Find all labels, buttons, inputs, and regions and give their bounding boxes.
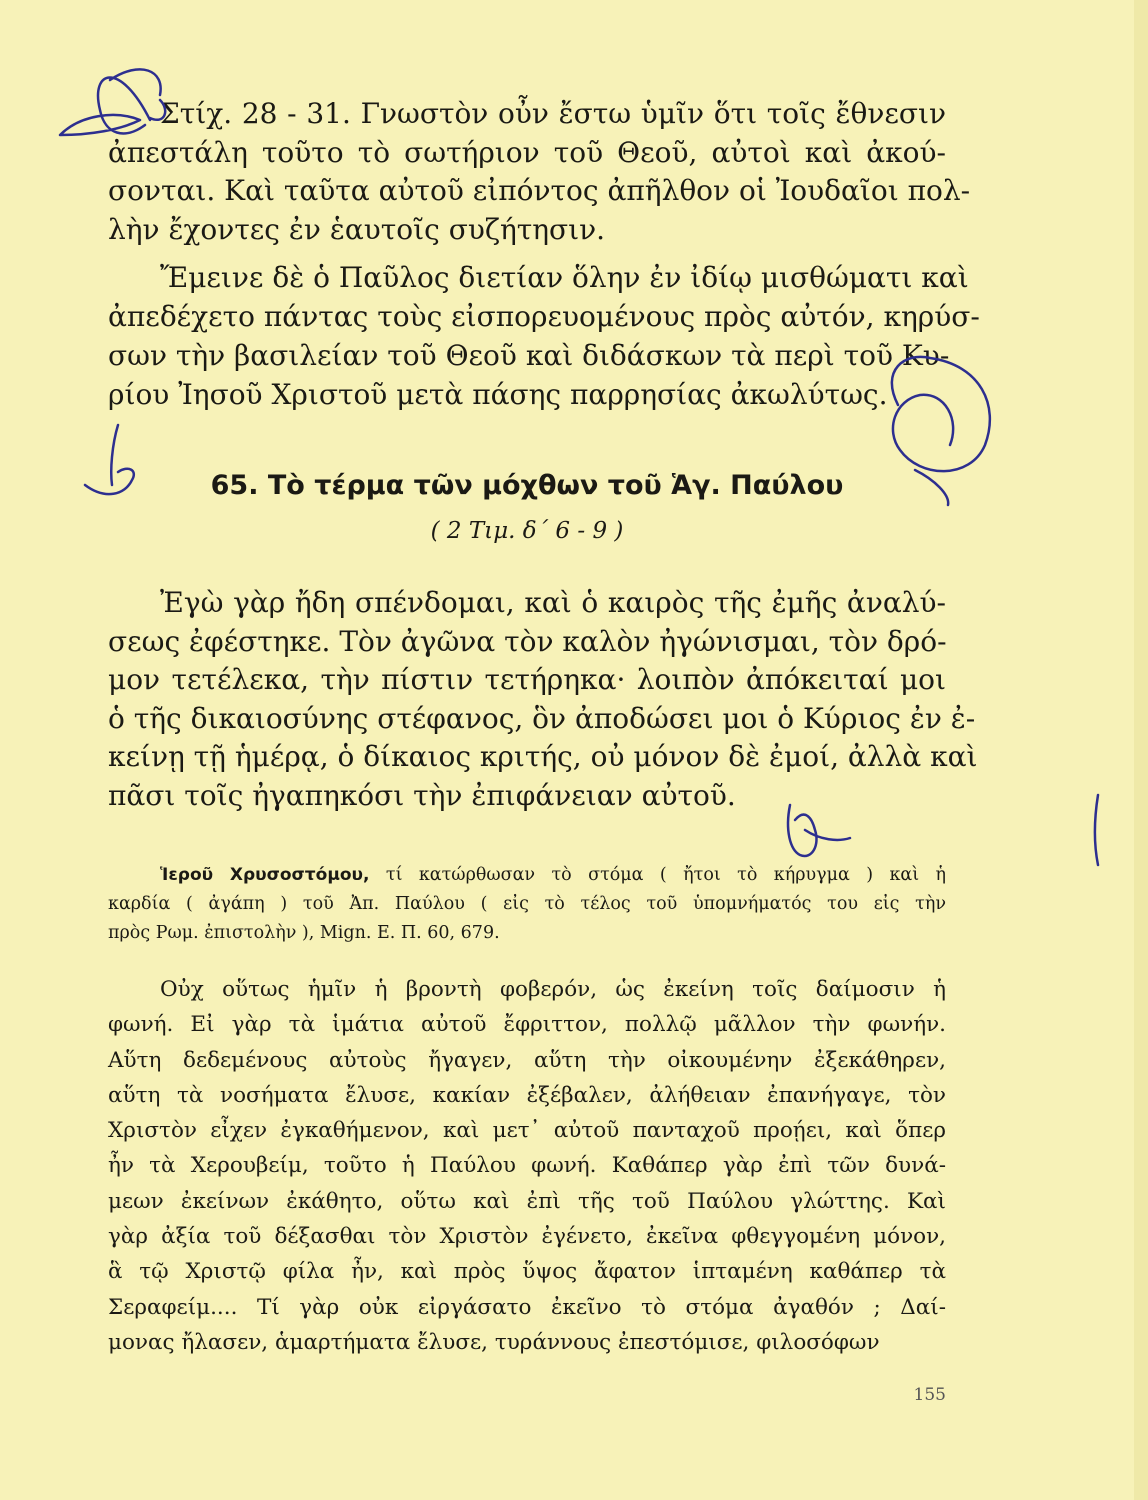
section-heading: 65. Τὸ τέρμα τῶν μόχθων τοῦ Ἁγ. Παύλου	[210, 470, 844, 501]
note-text: τί κατώρθωσαν τὸ στόμα ( ἤτοι τὸ κήρυγμα ) καὶ ἡ	[385, 865, 946, 885]
text-line: ὁ τῆς δικαιοσύνης στέφανος, ὃν ἀποδώσει μοι ὁ Κύριος ἐν ἐ-	[108, 701, 976, 735]
text-line: φωνή. Εἰ γὰρ τὰ ἱμάτια αὐτοῦ ἔφριττον, πολλῷ μᾶλλον τὴν φωνήν.	[108, 1012, 946, 1038]
text-line: ρίου Ἰησοῦ Χριστοῦ μετὰ πάσης παρρησίας ἀκωλύτως.	[108, 378, 888, 411]
text-line: Ἔμεινε δὲ ὁ Παῦλος διετίαν ὅλην ἐν ἰδίῳ μισθώματι καὶ	[160, 261, 969, 294]
text-line: ἃ τῷ Χριστῷ φίλα ἦν, καὶ πρὸς ὕψος ἄφατον ἱπταμένη καθάπερ τὰ	[108, 1259, 946, 1285]
text-line: κείνῃ τῇ ἡμέρᾳ, ὁ δίκαιος κριτής, οὐ μόνον δὲ ἐμοί, ἀλλὰ καὶ	[108, 740, 978, 773]
paragraph-chrysostom-quote	[108, 972, 946, 1360]
text-line: μονας ἤλασεν, ἁμαρτήματα ἔλυσε, τυράννους ἐπεστόμισε, φιλοσόφων	[108, 1329, 880, 1355]
page-edge	[1134, 0, 1148, 1500]
scripture-reference: ( 2 Τιμ. δ΄ 6 - 9 )	[430, 518, 624, 544]
paragraph-2-timothy	[108, 584, 978, 815]
note-line: πρὸς Ρωμ. ἐπιστολὴν ), Mign. Ε. Π. 60, 679.	[108, 923, 500, 943]
note-line	[108, 861, 946, 890]
paragraph-paul-rome	[108, 258, 980, 414]
text-line: Χριστὸν εἶχεν ἐγκαθήμενον, καὶ μετ᾽ αὐτοῦ πανταχοῦ προῄει, καὶ ὅπερ	[108, 1118, 946, 1144]
chrysostom-note	[108, 861, 946, 948]
text-line: ἀπεστάλη τοῦτο τὸ σωτήριον τοῦ Θεοῦ, αὐτοὶ καὶ ἀκού-	[108, 135, 946, 169]
text-line: σονται. Καὶ ταῦτα αὐτοῦ εἰπόντος ἀπῆλθον οἱ Ἰουδαῖοι πολ-	[108, 174, 971, 207]
text-line: σεως ἐφέστηκε. Τὸν ἀγῶνα τὸν καλὸν ἠγώνισμαι, τὸν δρό-	[108, 624, 947, 658]
text-line: Αὕτη δεδεμένους αὐτοὺς ἤγαγεν, αὕτη τὴν οἰκουμένην ἐξεκάθηρεν,	[108, 1047, 946, 1073]
text-line: αὕτη τὰ νοσήματα ἔλυσε, κακίαν ἐξέβαλεν, ἀλήθειαν ἐπανήγαγε, τὸν	[108, 1082, 946, 1108]
text-line: γὰρ ἀξία τοῦ δέξασθαι τὸν Χριστὸν ἐγένετο, ἐκεῖνα φθεγγομένη μόνον,	[108, 1224, 946, 1250]
text-line: Στίχ. 28 - 31. Γνωστὸν οὖν ἔστω ὑμῖν ὅτι τοῖς ἔθνεσιν	[160, 97, 946, 130]
text-line: Σεραφείμ.... Τί γὰρ οὐκ εἰργάσατο ἐκεῖνο τὸ στόμα ἀγαθόν ; Δαί-	[108, 1294, 946, 1320]
text-line: Ἐγὼ γὰρ ἤδη σπένδομαι, καὶ ὁ καιρὸς τῆς ἐμῆς ἀναλύ-	[160, 586, 946, 619]
text-line: μον τετέλεκα, τὴν πίστιν τετήρηκα· λοιπὸν ἀπόκειταί μοι	[108, 663, 946, 696]
text-line: σων τὴν βασιλείαν τοῦ Θεοῦ καὶ διδάσκων τὰ περὶ τοῦ Κυ-	[108, 339, 950, 372]
paragraph-acts-28	[108, 95, 971, 249]
text-line: μεων ἐκείνων ἐκάθητο, οὕτω καὶ ἐπὶ τῆς τοῦ Παύλου γλώττης. Καὶ	[108, 1188, 946, 1214]
text-line: πᾶσι τοῖς ἠγαπηκόσι τὴν ἐπιφάνειαν αὐτοῦ.	[108, 778, 736, 812]
text-line: ἀπεδέχετο πάντας τοὺς εἰσπορευομένους πρὸς αὐτόν, κηρύσ-	[108, 300, 980, 333]
note-author: Ἱεροῦ Χρυσοστόμου,	[160, 865, 370, 885]
page-number: 155	[913, 1385, 946, 1405]
text-line: ἦν τὰ Χερουβείμ, τοῦτο ἡ Παύλου φωνή. Καθάπερ γὰρ ἐπὶ τῶν δυνά-	[108, 1153, 946, 1179]
text-line: Οὐχ οὕτως ἡμῖν ἡ βροντὴ φοβερόν, ὡς ἐκείνη τοῖς δαίμοσιν ἡ	[160, 977, 946, 1002]
note-line: καρδία ( ἀγάπη ) τοῦ Ἀπ. Παύλου ( εἰς τὸ τέλος τοῦ ὑπομνήματός του εἰς τὴν	[108, 894, 946, 914]
text-line: λὴν ἔχοντες ἐν ἑαυτοῖς συζήτησιν.	[108, 212, 606, 246]
pen-mark-right-edge	[1095, 795, 1098, 865]
